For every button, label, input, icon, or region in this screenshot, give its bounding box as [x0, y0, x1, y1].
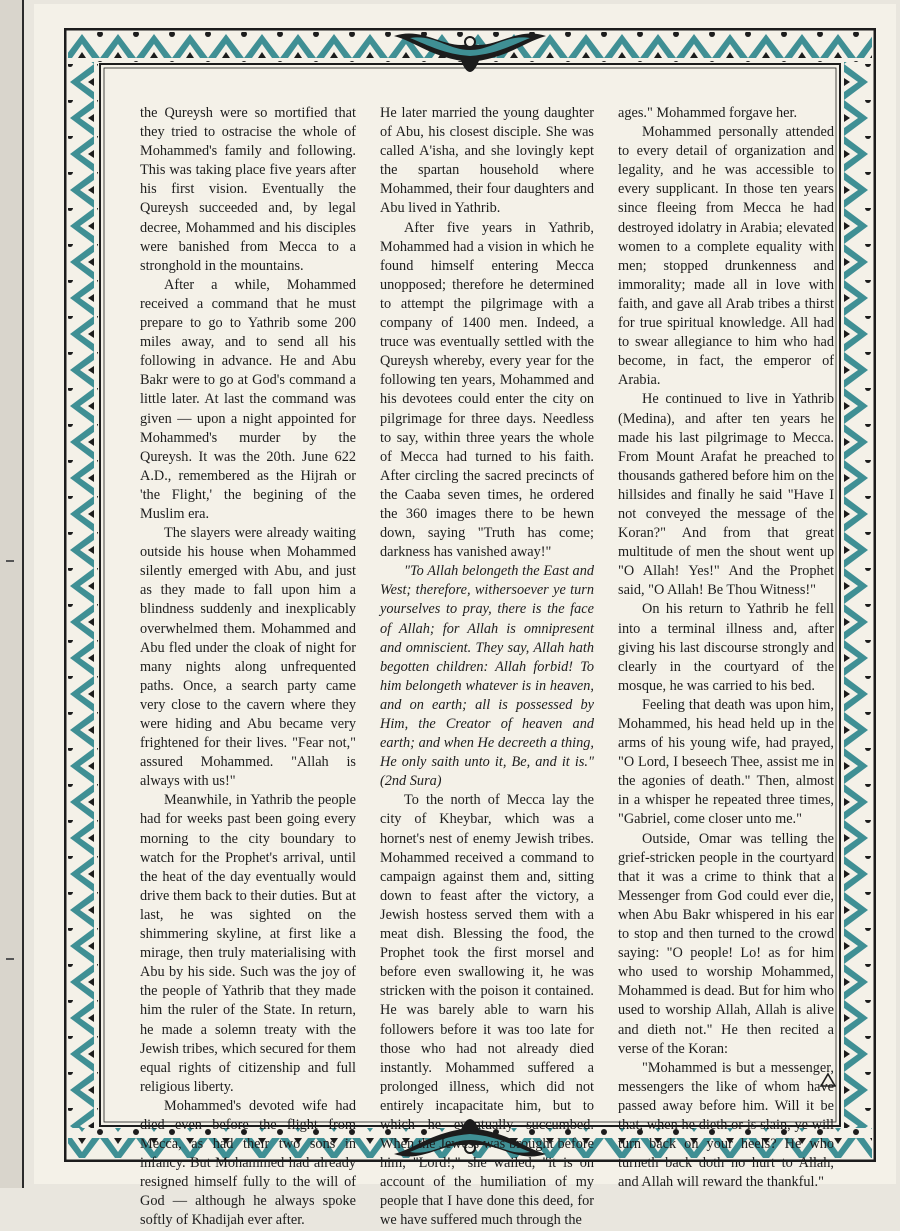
paragraph: To the north of Mecca lay the city of Kheybar, which was a hornet's nest of enemy Jewish tribes. Mohammed received a command to campaign against them and, sitting down to feast after the victory, a Jewish hostess served them with a meat dish. Blessing the food, the Prophet took the first morsel and before even swallowing it, he was stricken with the poison it contained. He was barely able to warn his followers before it was too late for those who had not already died instantly. Mohammed suffered a prolonged illness, which did not entirely incapacitate him, but to which he eventually succumbed. When the Jewess was brought before him, "Lord!," she wailed, "it is on account of the humiliation of my people that I have done this deed, for we have suffered much through the	[380, 792, 594, 1229]
gutter-mark	[6, 958, 14, 960]
paragraph: ages." Mohammed forgave her.	[618, 105, 798, 121]
koran-verse: "Mohammed is but a messenger, messengers the like of whom have passed away before him. Will it be that, when he dieth or is slain, ye will turn back on your heels? He who turneth back doth no hurt to Allah, and Allah will reward the thankful."	[618, 1059, 834, 1191]
paragraph: Mohammed's devoted wife had died even before the flight from Mecca, as had their two sons in infancy. But Mohammed had already resigned himself fully to the will of God — although he always spoke softly of Khadijah ever after.	[140, 1097, 356, 1229]
text-column-left	[140, 104, 356, 1231]
paragraph: On his return to Yathrib he fell into a terminal illness and, after giving his last discourse strongly and clearly in the courtyard of the mosque, he was carried to his bed.	[618, 601, 834, 694]
previous-page-edge	[0, 0, 24, 1188]
paragraph: He continued to live in Yathrib (Medina), and after ten years he made his last pilgrimage to Mecca. From Mount Arafat he preached to thousands gathered before him on the hillsides and finally he said "Have I not conveyed the message of the Koran?" And from that great multitude of men the shout went up "O Allah! Yes!" And the Prophet said, "O Allah! Be Thou Witness!"	[618, 391, 834, 599]
koran-quotation: "To Allah belongeth the East and West; therefore, withersoever ye turn yourselves to pray, there is the face of Allah; for Allah is omnipresent and omniscient. They say, Allah hath begotten children: Allah forbid! To him belongeth whatever is in heaven, and on earth; all is possessed by Him, the Creator of heaven and earth; and when He decreeth a thing, He only saith unto it, Be, and it is." (2nd Sura)	[380, 563, 594, 790]
paragraph: Feeling that death was upon him, Mohammed, his head held up in the arms of his young wife, had prayed, "O Lord, I beseech Thee, assist me in the agonies of death." Then, almost in a whisper he repeated three times, "Gabriel, come closer unto me."	[618, 696, 834, 828]
paragraph: Outside, Omar was telling the grief-stricken people in the courtyard that it was a crime to think that a Messenger from God could ever die, when Abu Bakr whispered in his ear to stop and then turned to the crowd saying: "O people! Lo! as for him who used to worship Mohammed, Mohammed is dead. But for him who used to worship Allah, Allah is alive and dieth not." He then recited a verse of the Koran:	[618, 830, 834, 1057]
paragraph: the Qureysh were so mortified that they tried to ostracise the whole of Mohammed's family and following. This was taking place five years after his first vision. Eventually the Qureysh succeeded and, by legal decree, Mohammed and his disciples were banished from Mecca to a stronghold in the mountains.	[140, 105, 356, 274]
gutter-mark	[6, 560, 14, 562]
paragraph: After a while, Mohammed received a command that he must prepare to go to Yathrib some 200 miles away, and to send all his following in advance. He and Abu Bakr were to go at God's command a little later. At last the command was given — upon a night appointed for Mohammed's murder by the Qureysh. It was the 20th. June 622 A.D., remembered as the Hijrah or 'the Flight,' the begining of the Muslim era.	[140, 276, 356, 522]
text-column-right	[618, 104, 834, 1192]
triangle-end-mark-icon	[820, 1072, 836, 1088]
paragraph: Meanwhile, in Yathrib the people had for weeks past been going every morning to the city boundary to watch for the Prophet's arrival, until the heat of the day eventually would drive them back to their duties. But at last, he was sighted on the shimmering skyline, at first like a mirage, then truly materialising with Abu by his side. Such was the joy of the people of Yathrib that they made him the ruler of the State. In return, he made a solemn treaty with the Jewish tribes, which secured for them equal rights of citizenship and full religious liberty.	[140, 792, 356, 1095]
paragraph: After five years in Yathrib, Mohammed had a vision in which he found himself entering Mecca unopposed; therefore he determined to attempt the pilgrimage with a company of 1400 men. Indeed, a truce was eventually settled with the Qureysh whereby, every year for the following ten years, Mohammed and his devotees could enter the city on pilgrimage for three days. Needless to say, within three years the whole of Mecca had turned to his faith. After circling the sacred precincts of the Caaba seven times, he ordered the 360 images there to be hewn down, saying "Truth has come; darkness has vanished away!"	[380, 219, 594, 561]
paragraph: He later married the young daughter of Abu, his closest disciple. She was called A'isha, and she lovingly kept the spartan household where Mohammed, their four daughters and Abu lived in Yathrib.	[380, 105, 594, 217]
paragraph: Mohammed personally attended to every detail of organization and legality, and he was accessible to every supplicant. In those ten years since fleeing from Mecca he had destroyed idolatry in Arabia; elevated women to a complete equality with men; stopped drunkenness and immorality; made all in love with faith, and gave all Arab tribes a thirst for true spiritual knowledge. All had to swear allegiance to him who had become, in fact, the emperor of Arabia.	[618, 124, 834, 389]
text-column-middle	[380, 104, 594, 1231]
paragraph: The slayers were already waiting outside his house when Mohammed silently emerged with Abu, and just as they made to fall upon him a blindness suddenly and inexplicably overwhelmed them. Mohammed and Abu fled under the cloak of night for many nights along unfrequented paths. Once, a search party came very close to the cavern where they were hiding and Abu became very frightened for their lives. "Fear not," assured Mohammed. "Allah is always with us!"	[140, 525, 356, 790]
